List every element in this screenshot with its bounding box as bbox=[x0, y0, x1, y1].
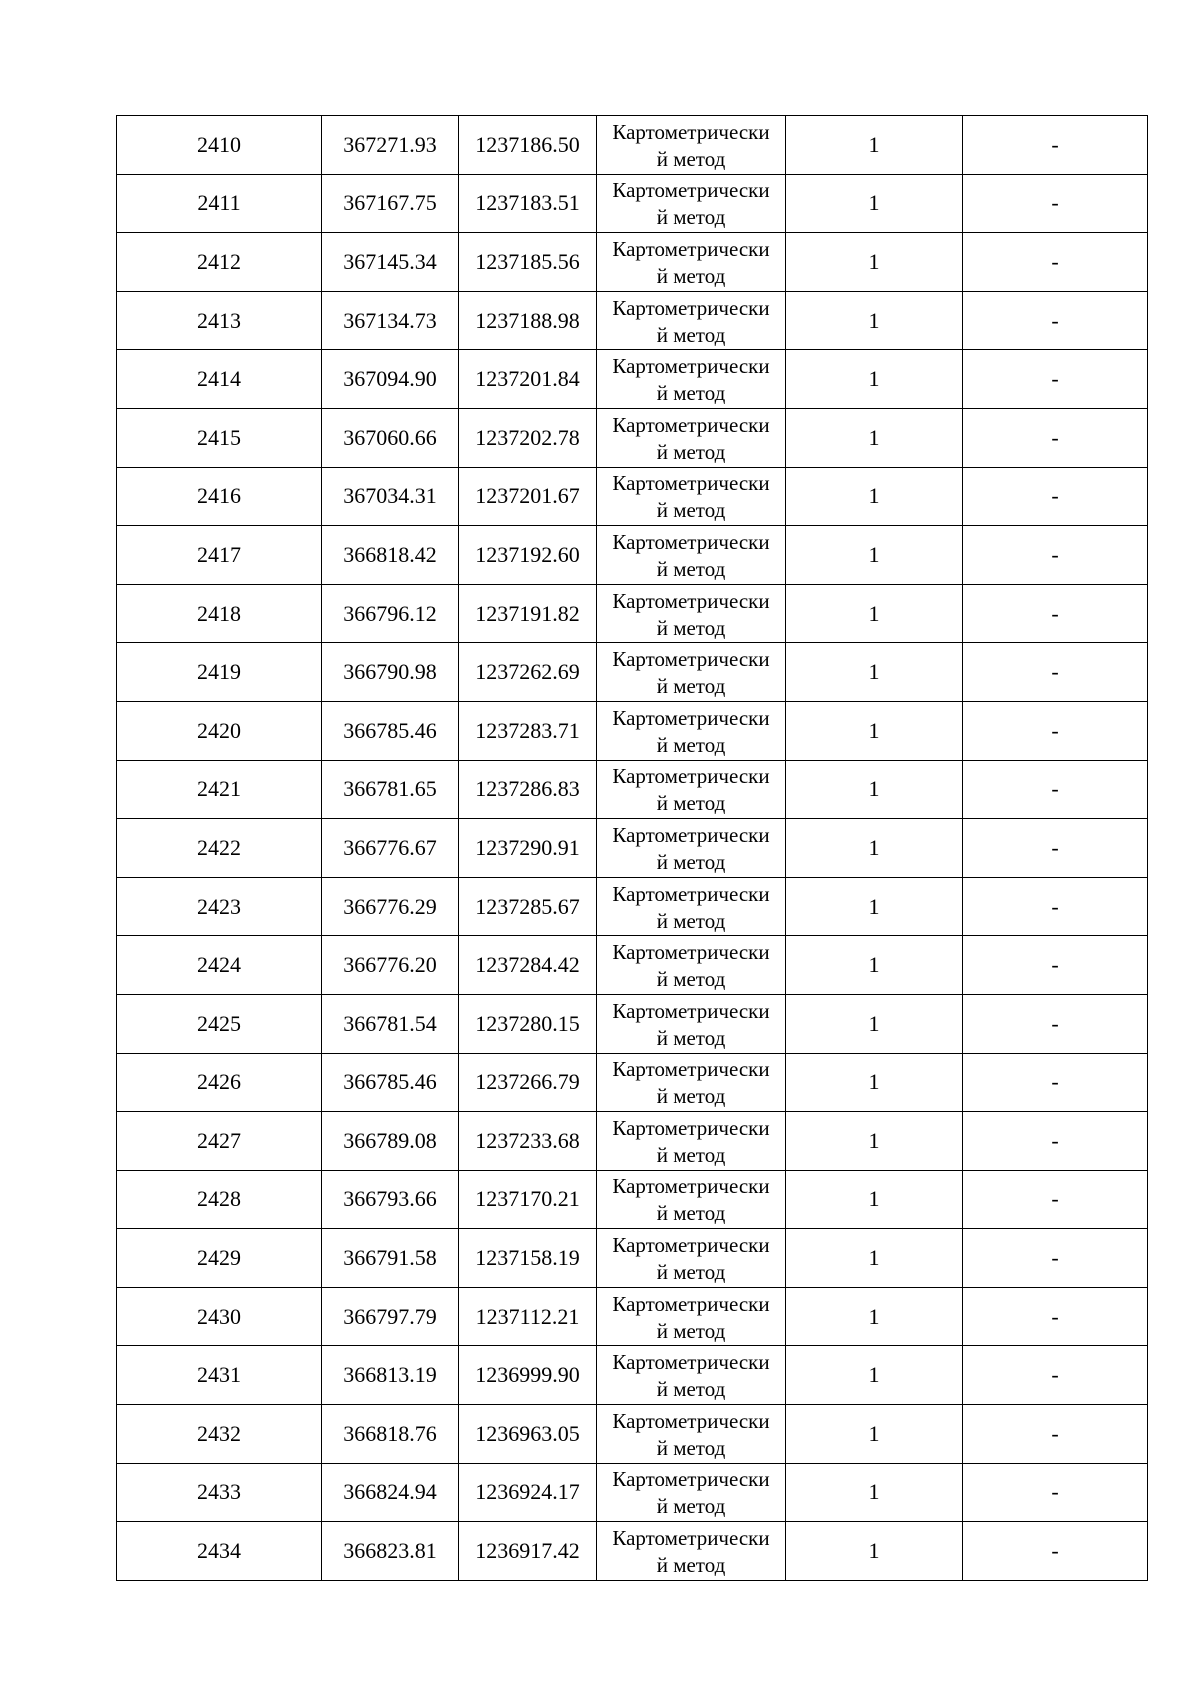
accuracy-cell: 1 bbox=[786, 1170, 963, 1229]
point-number-cell: 2427 bbox=[117, 1112, 322, 1171]
accuracy-cell: 1 bbox=[786, 1463, 963, 1522]
method-text-line-2: й метод bbox=[656, 732, 726, 757]
note-cell: - bbox=[963, 1170, 1148, 1229]
point-number-cell: 2422 bbox=[117, 819, 322, 878]
method-text-line-1: Картометрически bbox=[612, 354, 770, 379]
table-row bbox=[117, 760, 1148, 819]
method-text-line-2: й метод bbox=[656, 205, 726, 230]
y-coordinate-cell: 1237112.21 bbox=[459, 1287, 597, 1346]
method-text-line-2: й метод bbox=[656, 791, 726, 816]
accuracy-cell: 1 bbox=[786, 701, 963, 760]
method-cell bbox=[597, 116, 786, 175]
y-coordinate-cell: 1237283.71 bbox=[459, 701, 597, 760]
method-text-line-2: й метод bbox=[656, 1435, 726, 1460]
note-cell: - bbox=[963, 1112, 1148, 1171]
x-coordinate-cell: 366776.20 bbox=[322, 936, 459, 995]
x-coordinate-cell: 366823.81 bbox=[322, 1522, 459, 1581]
x-coordinate-cell: 367134.73 bbox=[322, 291, 459, 350]
note-cell: - bbox=[963, 526, 1148, 585]
y-coordinate-cell: 1237186.50 bbox=[459, 116, 597, 175]
accuracy-cell: 1 bbox=[786, 526, 963, 585]
method-cell bbox=[597, 1405, 786, 1464]
accuracy-cell: 1 bbox=[786, 1405, 963, 1464]
note-cell: - bbox=[963, 291, 1148, 350]
note-cell: - bbox=[963, 760, 1148, 819]
point-number-cell: 2420 bbox=[117, 701, 322, 760]
x-coordinate-cell: 366791.58 bbox=[322, 1229, 459, 1288]
method-text-line-2: й метод bbox=[656, 263, 726, 288]
x-coordinate-cell: 367271.93 bbox=[322, 116, 459, 175]
accuracy-cell: 1 bbox=[786, 994, 963, 1053]
method-text-line-1: Картометрически bbox=[612, 705, 770, 730]
table-row bbox=[117, 994, 1148, 1053]
note-cell: - bbox=[963, 877, 1148, 936]
method-text-line-1: Картометрически bbox=[612, 295, 770, 320]
table-row bbox=[117, 1346, 1148, 1405]
point-number-cell: 2431 bbox=[117, 1346, 322, 1405]
table-row bbox=[117, 408, 1148, 467]
note-cell: - bbox=[963, 1053, 1148, 1112]
method-text-line-2: й метод bbox=[656, 439, 726, 464]
method-cell bbox=[597, 1170, 786, 1229]
accuracy-cell: 1 bbox=[786, 819, 963, 878]
note-cell: - bbox=[963, 1346, 1148, 1405]
table-row bbox=[117, 350, 1148, 409]
table-row bbox=[117, 1112, 1148, 1171]
note-cell: - bbox=[963, 994, 1148, 1053]
method-cell bbox=[597, 994, 786, 1053]
note-cell: - bbox=[963, 643, 1148, 702]
point-number-cell: 2410 bbox=[117, 116, 322, 175]
x-coordinate-cell: 366818.76 bbox=[322, 1405, 459, 1464]
method-text-line-2: й метод bbox=[656, 1084, 726, 1109]
point-number-cell: 2418 bbox=[117, 584, 322, 643]
y-coordinate-cell: 1237285.67 bbox=[459, 877, 597, 936]
method-cell bbox=[597, 350, 786, 409]
y-coordinate-cell: 1237191.82 bbox=[459, 584, 597, 643]
y-coordinate-cell: 1237188.98 bbox=[459, 291, 597, 350]
method-text-line-2: й метод bbox=[656, 1260, 726, 1285]
note-cell: - bbox=[963, 1287, 1148, 1346]
coordinates-table bbox=[116, 115, 1148, 1581]
point-number-cell: 2423 bbox=[117, 877, 322, 936]
method-cell bbox=[597, 701, 786, 760]
method-text-line-1: Картометрически bbox=[612, 1233, 770, 1258]
table-row bbox=[117, 584, 1148, 643]
note-cell: - bbox=[963, 819, 1148, 878]
y-coordinate-cell: 1237158.19 bbox=[459, 1229, 597, 1288]
method-cell bbox=[597, 936, 786, 995]
method-text-line-2: й метод bbox=[656, 615, 726, 640]
y-coordinate-cell: 1237280.15 bbox=[459, 994, 597, 1053]
note-cell: - bbox=[963, 233, 1148, 292]
y-coordinate-cell: 1236917.42 bbox=[459, 1522, 597, 1581]
accuracy-cell: 1 bbox=[786, 936, 963, 995]
note-cell: - bbox=[963, 936, 1148, 995]
table-row bbox=[117, 1229, 1148, 1288]
x-coordinate-cell: 366776.29 bbox=[322, 877, 459, 936]
note-cell: - bbox=[963, 174, 1148, 233]
point-number-cell: 2413 bbox=[117, 291, 322, 350]
accuracy-cell: 1 bbox=[786, 174, 963, 233]
accuracy-cell: 1 bbox=[786, 643, 963, 702]
point-number-cell: 2424 bbox=[117, 936, 322, 995]
method-cell bbox=[597, 467, 786, 526]
table-row bbox=[117, 291, 1148, 350]
accuracy-cell: 1 bbox=[786, 116, 963, 175]
note-cell: - bbox=[963, 701, 1148, 760]
method-text-line-1: Картометрически bbox=[612, 119, 770, 144]
y-coordinate-cell: 1237233.68 bbox=[459, 1112, 597, 1171]
y-coordinate-cell: 1236999.90 bbox=[459, 1346, 597, 1405]
point-number-cell: 2428 bbox=[117, 1170, 322, 1229]
method-text-line-1: Картометрически bbox=[612, 881, 770, 906]
y-coordinate-cell: 1237192.60 bbox=[459, 526, 597, 585]
method-text-line-1: Картометрически bbox=[612, 998, 770, 1023]
method-text-line-1: Картометрически bbox=[612, 1291, 770, 1316]
accuracy-cell: 1 bbox=[786, 408, 963, 467]
point-number-cell: 2426 bbox=[117, 1053, 322, 1112]
point-number-cell: 2411 bbox=[117, 174, 322, 233]
accuracy-cell: 1 bbox=[786, 1053, 963, 1112]
method-cell bbox=[597, 760, 786, 819]
note-cell: - bbox=[963, 584, 1148, 643]
method-cell bbox=[597, 1053, 786, 1112]
method-text-line-2: й метод bbox=[656, 381, 726, 406]
method-text-line-1: Картометрически bbox=[612, 1467, 770, 1492]
method-text-line-1: Картометрически bbox=[612, 764, 770, 789]
method-cell bbox=[597, 1463, 786, 1522]
y-coordinate-cell: 1236963.05 bbox=[459, 1405, 597, 1464]
x-coordinate-cell: 367060.66 bbox=[322, 408, 459, 467]
method-text-line-1: Картометрически bbox=[612, 236, 770, 261]
accuracy-cell: 1 bbox=[786, 291, 963, 350]
point-number-cell: 2430 bbox=[117, 1287, 322, 1346]
x-coordinate-cell: 366797.79 bbox=[322, 1287, 459, 1346]
method-text-line-2: й метод bbox=[656, 498, 726, 523]
point-number-cell: 2417 bbox=[117, 526, 322, 585]
table-row bbox=[117, 1053, 1148, 1112]
x-coordinate-cell: 366796.12 bbox=[322, 584, 459, 643]
accuracy-cell: 1 bbox=[786, 877, 963, 936]
accuracy-cell: 1 bbox=[786, 1229, 963, 1288]
method-text-line-2: й метод bbox=[656, 1318, 726, 1343]
table-row bbox=[117, 1170, 1148, 1229]
x-coordinate-cell: 367034.31 bbox=[322, 467, 459, 526]
table-row bbox=[117, 1522, 1148, 1581]
x-coordinate-cell: 366781.65 bbox=[322, 760, 459, 819]
table-row bbox=[117, 936, 1148, 995]
accuracy-cell: 1 bbox=[786, 1112, 963, 1171]
x-coordinate-cell: 367094.90 bbox=[322, 350, 459, 409]
accuracy-cell: 1 bbox=[786, 467, 963, 526]
y-coordinate-cell: 1236924.17 bbox=[459, 1463, 597, 1522]
method-text-line-2: й метод bbox=[656, 1494, 726, 1519]
table-row bbox=[117, 877, 1148, 936]
y-coordinate-cell: 1237201.84 bbox=[459, 350, 597, 409]
method-text-line-2: й метод bbox=[656, 1142, 726, 1167]
method-text-line-2: й метод bbox=[656, 908, 726, 933]
point-number-cell: 2433 bbox=[117, 1463, 322, 1522]
y-coordinate-cell: 1237185.56 bbox=[459, 233, 597, 292]
point-number-cell: 2425 bbox=[117, 994, 322, 1053]
y-coordinate-cell: 1237183.51 bbox=[459, 174, 597, 233]
note-cell: - bbox=[963, 1463, 1148, 1522]
method-text-line-1: Картометрически bbox=[612, 1350, 770, 1375]
y-coordinate-cell: 1237262.69 bbox=[459, 643, 597, 702]
method-cell bbox=[597, 174, 786, 233]
method-text-line-1: Картометрически bbox=[612, 647, 770, 672]
method-cell bbox=[597, 291, 786, 350]
method-text-line-2: й метод bbox=[656, 556, 726, 581]
method-text-line-2: й метод bbox=[656, 674, 726, 699]
accuracy-cell: 1 bbox=[786, 233, 963, 292]
y-coordinate-cell: 1237201.67 bbox=[459, 467, 597, 526]
note-cell: - bbox=[963, 408, 1148, 467]
method-cell bbox=[597, 526, 786, 585]
method-cell bbox=[597, 1287, 786, 1346]
method-text-line-2: й метод bbox=[656, 322, 726, 347]
x-coordinate-cell: 366793.66 bbox=[322, 1170, 459, 1229]
method-text-line-1: Картометрически bbox=[612, 529, 770, 554]
table-row bbox=[117, 116, 1148, 175]
table-row bbox=[117, 233, 1148, 292]
point-number-cell: 2415 bbox=[117, 408, 322, 467]
method-text-line-1: Картометрически bbox=[612, 178, 770, 203]
point-number-cell: 2421 bbox=[117, 760, 322, 819]
table-row bbox=[117, 467, 1148, 526]
table-row bbox=[117, 819, 1148, 878]
method-cell bbox=[597, 819, 786, 878]
method-cell bbox=[597, 1112, 786, 1171]
method-text-line-2: й метод bbox=[656, 849, 726, 874]
method-cell bbox=[597, 233, 786, 292]
point-number-cell: 2416 bbox=[117, 467, 322, 526]
table-row bbox=[117, 526, 1148, 585]
note-cell: - bbox=[963, 1522, 1148, 1581]
method-text-line-2: й метод bbox=[656, 1553, 726, 1578]
x-coordinate-cell: 366776.67 bbox=[322, 819, 459, 878]
accuracy-cell: 1 bbox=[786, 584, 963, 643]
y-coordinate-cell: 1237202.78 bbox=[459, 408, 597, 467]
method-cell bbox=[597, 1346, 786, 1405]
method-cell bbox=[597, 1229, 786, 1288]
method-text-line-1: Картометрически bbox=[612, 822, 770, 847]
method-text-line-2: й метод bbox=[656, 1377, 726, 1402]
x-coordinate-cell: 366789.08 bbox=[322, 1112, 459, 1171]
method-text-line-1: Картометрически bbox=[612, 1115, 770, 1140]
table-row bbox=[117, 1463, 1148, 1522]
point-number-cell: 2432 bbox=[117, 1405, 322, 1464]
note-cell: - bbox=[963, 116, 1148, 175]
method-text-line-1: Картометрически bbox=[612, 1526, 770, 1551]
method-text-line-1: Картометрически bbox=[612, 940, 770, 965]
method-text-line-1: Картометрически bbox=[612, 588, 770, 613]
y-coordinate-cell: 1237286.83 bbox=[459, 760, 597, 819]
table-row bbox=[117, 701, 1148, 760]
accuracy-cell: 1 bbox=[786, 350, 963, 409]
method-cell bbox=[597, 877, 786, 936]
accuracy-cell: 1 bbox=[786, 1522, 963, 1581]
accuracy-cell: 1 bbox=[786, 760, 963, 819]
x-coordinate-cell: 367167.75 bbox=[322, 174, 459, 233]
method-text-line-2: й метод bbox=[656, 146, 726, 171]
point-number-cell: 2412 bbox=[117, 233, 322, 292]
method-cell bbox=[597, 408, 786, 467]
coordinates-table-body bbox=[117, 116, 1148, 1581]
table-row bbox=[117, 174, 1148, 233]
point-number-cell: 2434 bbox=[117, 1522, 322, 1581]
table-row bbox=[117, 1405, 1148, 1464]
method-text-line-2: й метод bbox=[656, 1201, 726, 1226]
point-number-cell: 2419 bbox=[117, 643, 322, 702]
note-cell: - bbox=[963, 467, 1148, 526]
x-coordinate-cell: 366818.42 bbox=[322, 526, 459, 585]
method-cell bbox=[597, 584, 786, 643]
table-row bbox=[117, 643, 1148, 702]
method-text-line-2: й метод bbox=[656, 967, 726, 992]
point-number-cell: 2414 bbox=[117, 350, 322, 409]
x-coordinate-cell: 366785.46 bbox=[322, 701, 459, 760]
point-number-cell: 2429 bbox=[117, 1229, 322, 1288]
method-text-line-2: й метод bbox=[656, 1025, 726, 1050]
x-coordinate-cell: 366790.98 bbox=[322, 643, 459, 702]
accuracy-cell: 1 bbox=[786, 1287, 963, 1346]
y-coordinate-cell: 1237266.79 bbox=[459, 1053, 597, 1112]
note-cell: - bbox=[963, 350, 1148, 409]
method-cell bbox=[597, 643, 786, 702]
x-coordinate-cell: 366785.46 bbox=[322, 1053, 459, 1112]
x-coordinate-cell: 366813.19 bbox=[322, 1346, 459, 1405]
y-coordinate-cell: 1237170.21 bbox=[459, 1170, 597, 1229]
method-cell bbox=[597, 1522, 786, 1581]
x-coordinate-cell: 367145.34 bbox=[322, 233, 459, 292]
y-coordinate-cell: 1237290.91 bbox=[459, 819, 597, 878]
method-text-line-1: Картометрически bbox=[612, 1057, 770, 1082]
method-text-line-1: Картометрически bbox=[612, 471, 770, 496]
note-cell: - bbox=[963, 1405, 1148, 1464]
y-coordinate-cell: 1237284.42 bbox=[459, 936, 597, 995]
method-text-line-1: Картометрически bbox=[612, 1408, 770, 1433]
accuracy-cell: 1 bbox=[786, 1346, 963, 1405]
x-coordinate-cell: 366824.94 bbox=[322, 1463, 459, 1522]
method-text-line-1: Картометрически bbox=[612, 1174, 770, 1199]
x-coordinate-cell: 366781.54 bbox=[322, 994, 459, 1053]
method-text-line-1: Картометрически bbox=[612, 412, 770, 437]
table-row bbox=[117, 1287, 1148, 1346]
note-cell: - bbox=[963, 1229, 1148, 1288]
